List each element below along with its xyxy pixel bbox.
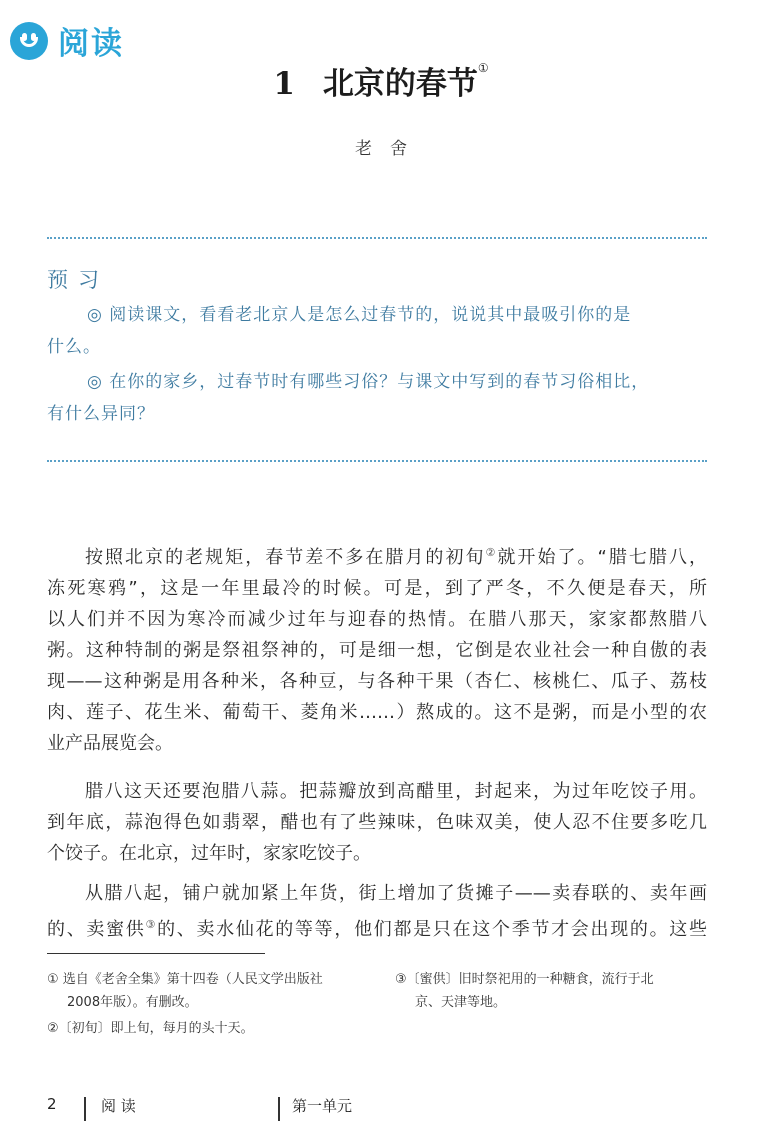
text-line: 业产品展览会。 <box>47 733 173 754</box>
page-number: 2 <box>47 1095 57 1113</box>
author: 老舍 <box>355 139 425 159</box>
preview-heading: 预习 <box>47 268 109 292</box>
text-line: 以人们并不因为寒冷而减少过年与迎春的热情。在腊八那天，家家都熬腊八 <box>47 609 707 630</box>
preview-item: ◎ 阅读课文，看看老北京人是怎么过春节的，说说其中最吸引你的是 什么。 <box>47 305 632 357</box>
smiley-icon <box>10 22 48 60</box>
footnote-1: ① 选自《老舍全集》第十四卷（人民文学出版社 2008年版）。有删改。 <box>47 972 323 1010</box>
body-paragraph <box>47 878 707 945</box>
footnote-mark[interactable]: ③ <box>145 918 158 931</box>
body-paragraph <box>47 776 707 869</box>
preview-item: ◎ 在你的家乡，过春节时有哪些习俗？与课文中写到的春节习俗相比， 有什么异同？ <box>47 372 650 424</box>
footer-divider <box>84 1097 86 1121</box>
footer-divider <box>278 1097 280 1121</box>
section-label: 阅读 <box>58 26 124 62</box>
text-line: 冻死寒鸦”，这是一年里最冷的时候。可是，到了严冬，不久便是春天，所 <box>47 578 707 599</box>
text-line: 到年底，蒜泡得色如翡翠，醋也有了些辣味，色味双美，使人忍不住要多吃几 <box>47 812 707 833</box>
lesson-title <box>0 58 762 103</box>
lesson-title-text: 北京的春节 <box>322 66 478 102</box>
footnote-mark[interactable]: ② <box>485 546 498 559</box>
footnote-2: ②〔初旬〕即上旬，每月的头十天。 <box>47 1021 254 1036</box>
text-line: 的、卖蜜供③的、卖水仙花的等等，他们都是只在这个季节才会出现的。这些 <box>47 918 707 940</box>
preview-bottom-divider <box>47 460 707 462</box>
footnote-divider <box>47 953 265 954</box>
text-line: 按照北京的老规矩，春节差不多在腊月的初旬②就开始了。“腊七腊八， <box>85 546 707 568</box>
title-note-mark[interactable]: ① <box>477 61 489 75</box>
footer-section: 阅 读 <box>101 1097 136 1115</box>
text-line: 现——这种粥是用各种米，各种豆，与各种干果（杏仁、核桃仁、瓜子、荔枝 <box>47 671 707 692</box>
text-line: 腊八这天还要泡腊八蒜。把蒜瓣放到高醋里，封起来，为过年吃饺子用。 <box>85 781 707 802</box>
section-tag <box>10 18 124 63</box>
footnote-3: ③〔蜜供〕旧时祭祀用的一种糖食，流行于北 京、天津等地。 <box>395 972 654 1010</box>
footer-unit: 第一单元 <box>292 1097 353 1115</box>
text-line: 个饺子。在北京，过年时，家家吃饺子。 <box>47 843 371 864</box>
body-paragraph <box>47 537 707 759</box>
text-line: 粥。这种特制的粥是祭祖祭神的，可是细一想，它倒是农业社会一种自傲的表 <box>47 640 707 661</box>
preview-top-divider <box>47 237 707 239</box>
text-line: 肉、莲子、花生米、葡萄干、菱角米……）熬成的。这不是粥，而是小型的农 <box>47 702 707 723</box>
lesson-number: 1 <box>273 66 295 102</box>
text-line: 从腊八起，铺户就加紧上年货，街上增加了货摊子——卖春联的、卖年画 <box>85 883 707 904</box>
